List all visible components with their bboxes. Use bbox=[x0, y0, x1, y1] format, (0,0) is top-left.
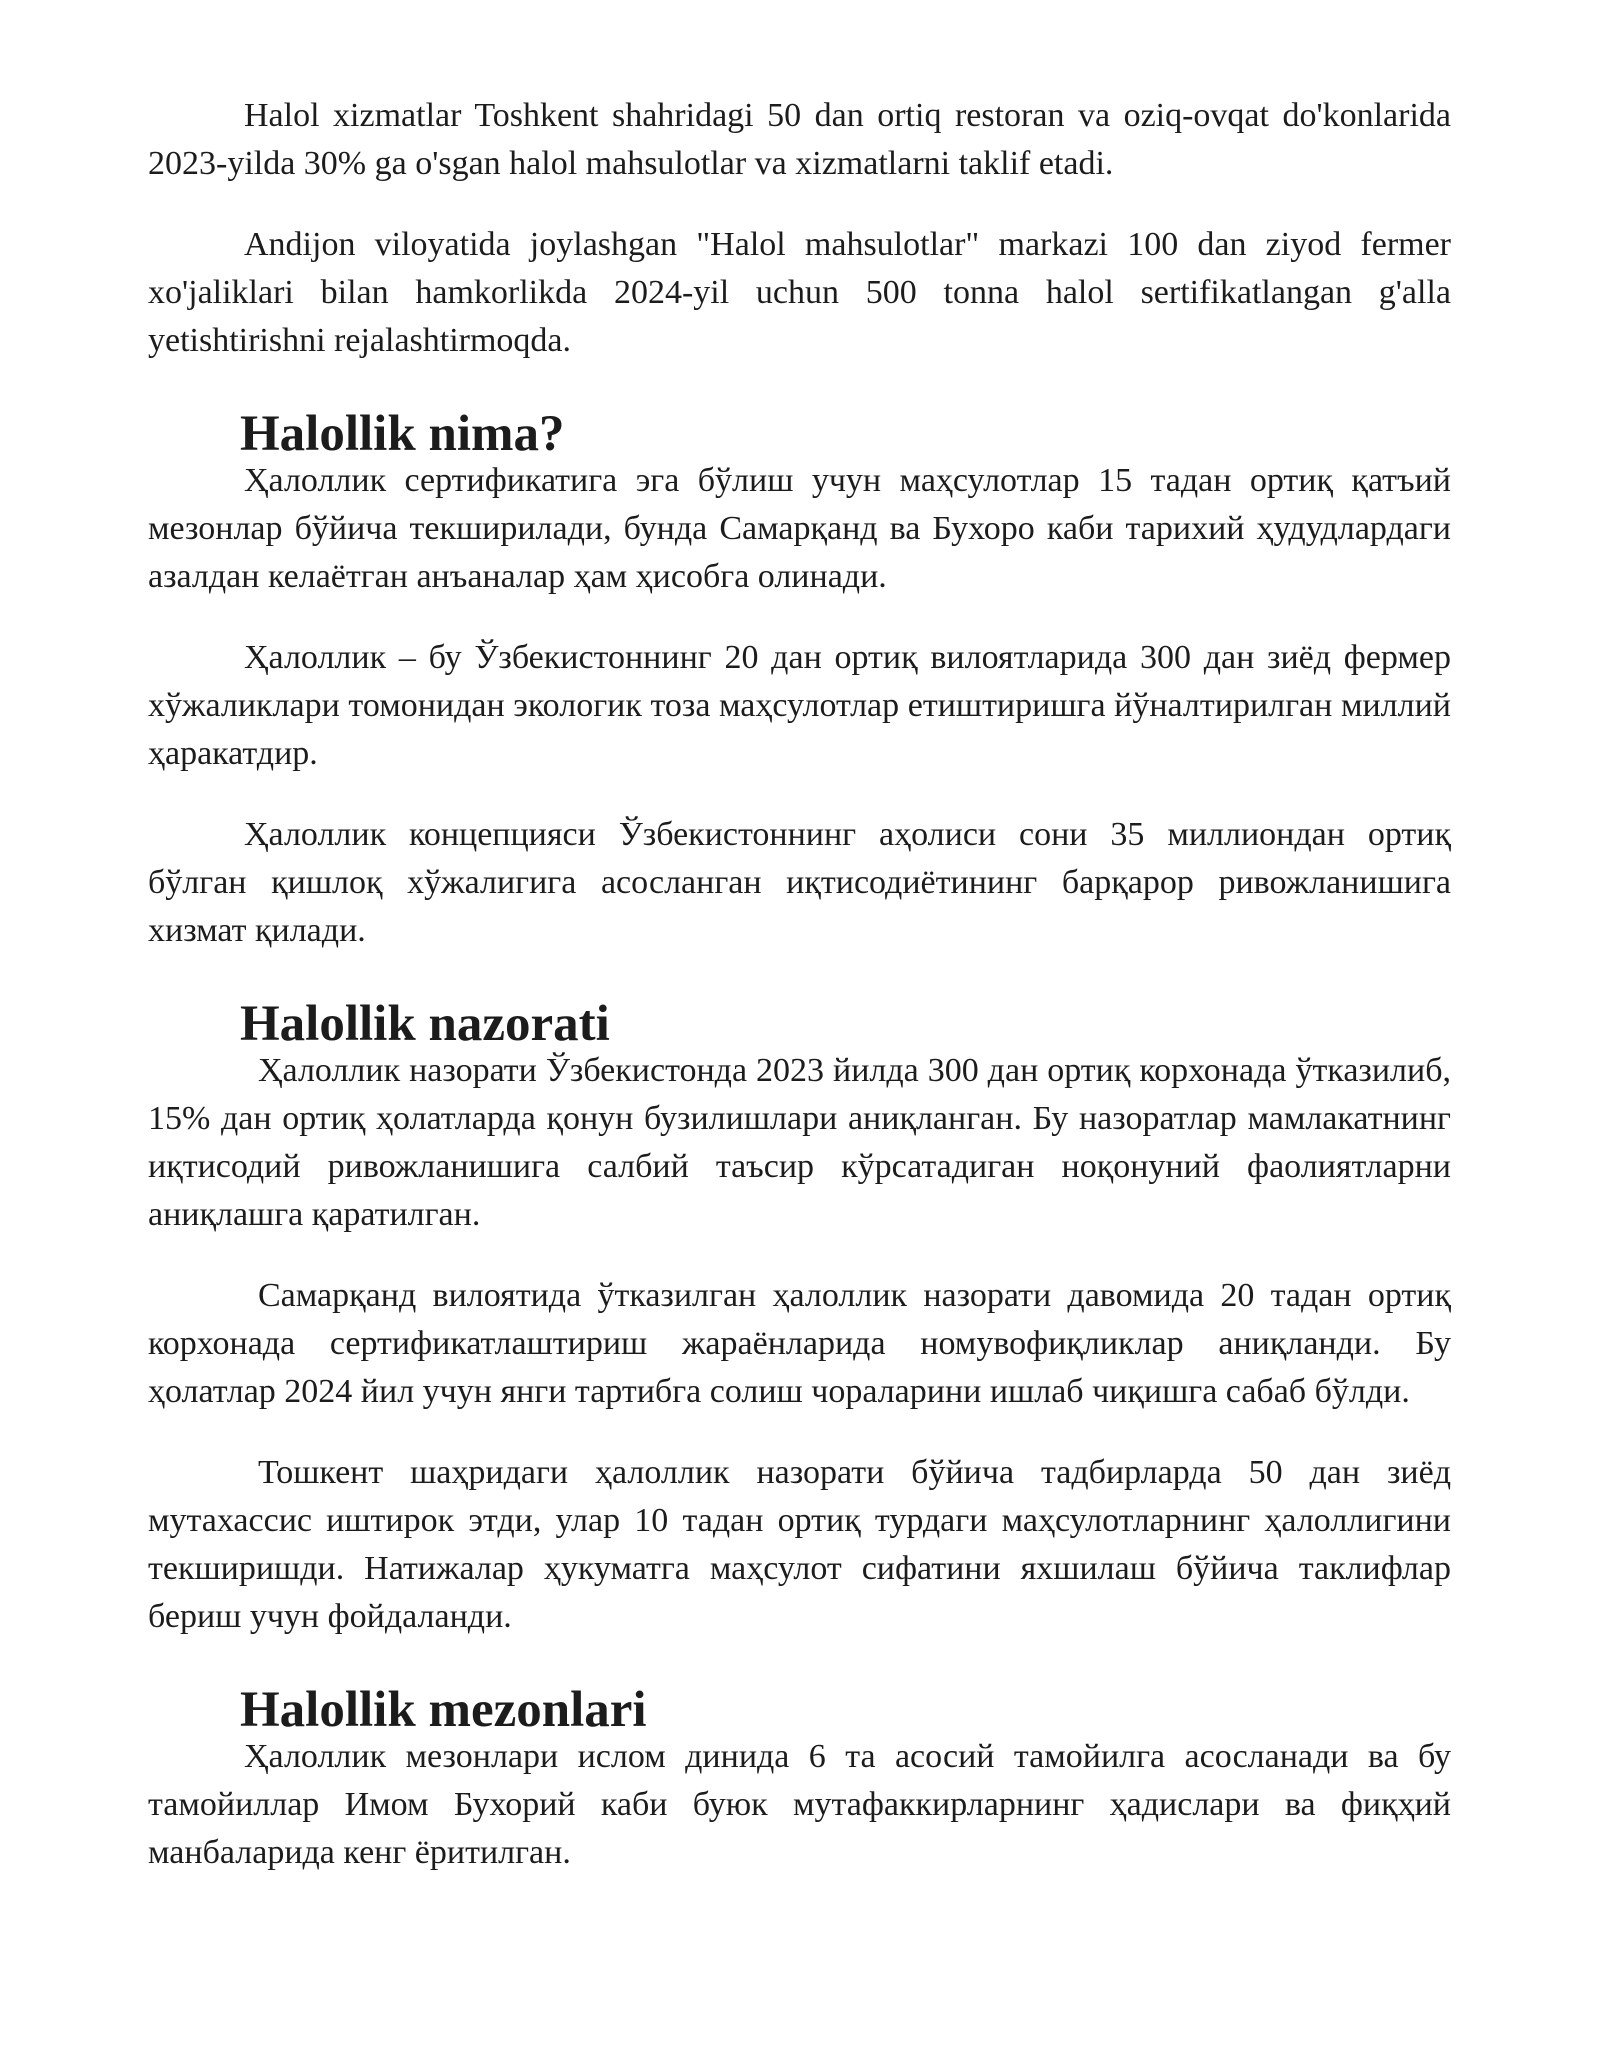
nima-paragraph-1: Ҳалоллик сертификатига эга бўлиш учун маҳсулотлар 15 тадан ортиқ қатъий мезонлар бўйича текширилади, бунда Самарқанд ва Бухоро каби тарихий ҳудудлардаги азалдан келаётган анъаналар ҳам ҳисобга олинади. bbox=[148, 462, 1451, 595]
nazorati-paragraph-1: Ҳалоллик назорати Ўзбекистонда 2023 йилда 300 дан ортиқ корхонада ўтказилиб, 15% дан ортиқ ҳолатларда қонун бузилишлари аниқланган. Бу назоратлар мамлакатнинг иқтисодий ривожланишига салбий таъсир кўрсатадиган ноқонуний фаолиятларни аниқлашга қаратилган. bbox=[148, 1052, 1451, 1233]
section-heading-nazorati: Halollik nazorati bbox=[240, 996, 610, 1052]
nima-paragraph-2: Ҳалоллик – бу Ўзбекистоннинг 20 дан ортиқ вилоятларида 300 дан зиёд фермер хўжаликлари томонидан экологик тоза маҳсулотлар етиштиришга йўналтирилган миллий ҳаракатдир. bbox=[148, 639, 1451, 772]
mezonlari-paragraph-1: Ҳалоллик мезонлари ислом динида 6 та асосий тамойилга асосланади ва бу тамойиллар Имом Бухорий каби буюк мутафаккирларнинг ҳадислари ва фиқҳий манбаларида кенг ёритилган. bbox=[148, 1738, 1451, 1871]
nazorati-paragraph-3: Тошкент шаҳридаги ҳалоллик назорати бўйича тадбирларда 50 дан зиёд мутахассис иштирок этди, улар 10 тадан ортиқ турдаги маҳсулотларнинг ҳалоллигини текширишди. Натижалар ҳукуматга маҳсулот сифатини яхшилаш бўйича таклифлар бериш учун фойдаланди. bbox=[148, 1454, 1451, 1635]
section-heading-mezonlari: Halollik mezonlari bbox=[240, 1682, 647, 1738]
document-page bbox=[148, 92, 1451, 1877]
intro-paragraph-1: Halol xizmatlar Toshkent shahridagi 50 dan ortiq restoran va oziq-ovqat do'konlarida 2023-yilda 30% ga o'sgan halol mahsulotlar va xizmatlarni taklif etadi. bbox=[148, 97, 1451, 182]
nima-paragraph-3: Ҳалоллик концепцияси Ўзбекистоннинг аҳолиси сони 35 миллиондан ортиқ бўлган қишлоқ хўжалигига асосланган иқтисодиётининг барқарор ривожланишига хизмат қилади. bbox=[148, 816, 1451, 949]
intro-paragraph-2: Andijon viloyatida joylashgan "Halol mahsulotlar" markazi 100 dan ziyod fermer xo'jaliklari bilan hamkorlikda 2024-yil uchun 500 tonna halol sertifikatlangan g'alla yetishtirishni rejalashtirmoqda. bbox=[148, 226, 1451, 359]
section-heading-nima: Halollik nima? bbox=[240, 406, 565, 462]
nazorati-paragraph-2: Самарқанд вилоятида ўтказилган ҳалоллик назорати давомида 20 тадан ортиқ корхонада сертификатлаштириш жараёнларида номувофиқликлар аниқланди. Бу ҳолатлар 2024 йил учун янги тартибга солиш чораларини ишлаб чиқишга сабаб бўлди. bbox=[148, 1277, 1451, 1410]
